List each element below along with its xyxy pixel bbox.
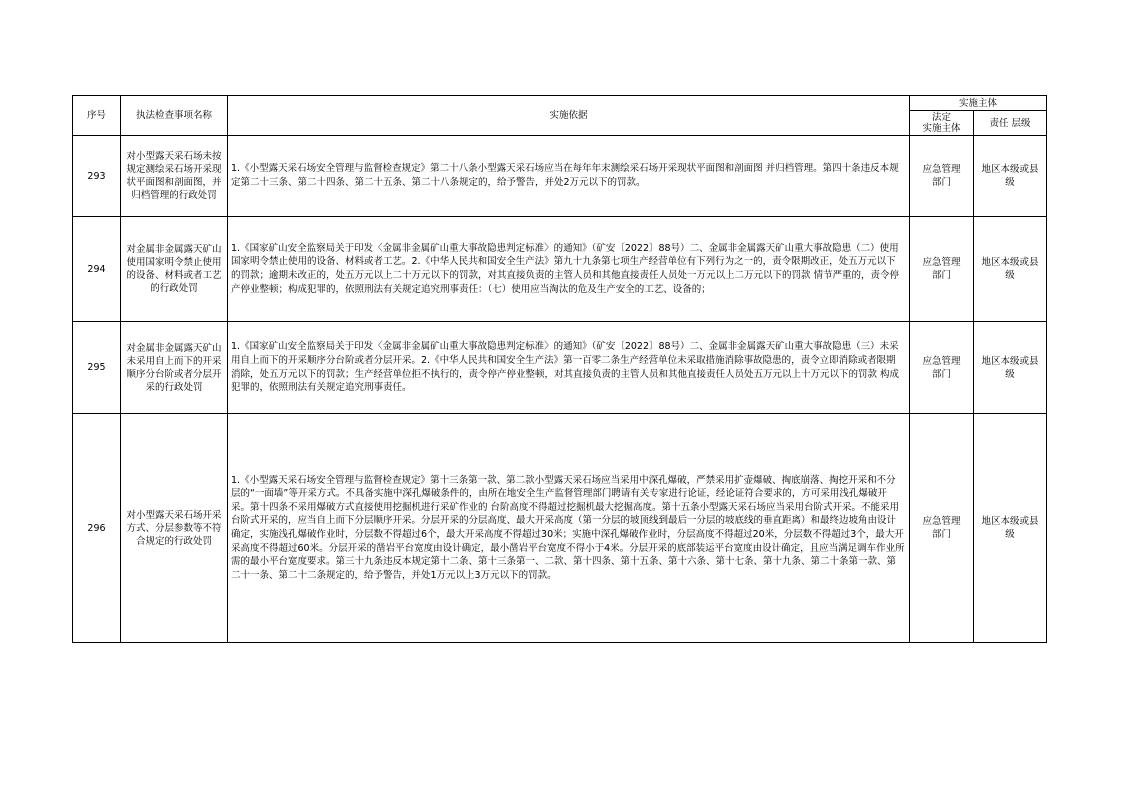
row-item-name: 对小型露天采石场开采方式、分层参数等不符合规定的行政处罚 [121,414,228,643]
row-level: 地区本级或县级 [974,414,1047,643]
table-row [73,414,1047,643]
row-level: 地区本级或县级 [974,217,1047,322]
row-seq: 293 [73,136,121,217]
row-subject: 应急管理部门 [910,414,974,643]
row-basis: 1.《国家矿山安全监察局关于印发〈金属非金属矿山重大事故隐患判定标准〉的通知》（矿安〔2022〕88号）二、金属非金属露天矿山重大事故隐患（三）未采用自上而下的开采顺序分台阶或者分层开采。2.《中华人民共和国安全生产法》第一百零二条生产经营单位未采取措施消除事故隐患的，责令立即消除或者限期消除，处五万元以下的罚款；生产经营单位拒不执行的，责令停产停业整顿，对其直接负责的主管人员和其他直接责任人员处五万元以上十万元以下的罚款 构成犯罪的，依照刑法有关规定追究刑事责任。 [228,322,910,414]
header-legal-subject: 法定 实施主体 [910,111,974,136]
header-item-name: 执法检查事项名称 [121,96,228,136]
table-row [73,136,1047,217]
header-subject: 实施主体 [910,96,1047,111]
row-item-name: 对小型露天采石场未按规定测绘采石场开采现状平面图和剖面图，并归档管理的行政处罚 [121,136,228,217]
row-level: 地区本级或县级 [974,322,1047,414]
row-item-name: 对金属非金属露天矿山未采用自上而下的开采顺序分台阶或者分层开采的行政处罚 [121,322,228,414]
row-basis: 1.《小型露天采石场安全管理与监督检查规定》第十三条第一款、第二款小型露天采石场应当采用中深孔爆破，严禁采用扩壶爆破、掏底崩落、掏挖开采和不分层的“一面墙”等开采方式。不具备实施中深孔爆破条件的，由所在地安全生产监督管理部门聘请有关专家进行论证，经论证符合要求的，方可采用浅孔爆破开采。第十四条不采用爆破方式直接使用挖掘机进行采矿作业的 台阶高度不得超过挖掘机最大挖掘高度。第十五条小型露天采石场应当采用台阶式开采。不能采用台阶式开采的，应当自上而下分层顺序开采。分层开采的分层高度、最大开采高度（第一分层的坡顶线到最后一分层的坡底线的垂直距离）和最终边坡角由设计确定，实施浅孔爆破作业时，分层数不得超过6个，最大开采高度不得超过30米；实施中深孔爆破作业时，分层高度不得超过20米，分层数不得超过3个，最大开采高度不得超过60米。分层开采的凿岩平台宽度由设计确定，最小凿岩平台宽度不得小于4米。分层开采的底部装运平台宽度由设计确定，且应当满足调车作业所需的最小平台宽度要求。第三十九条违反本规定第十二条、第十三条第一、二款、第十四条、第十五条、第十六条、第十七条、第十九条、第二十条第一款、第二十一条、第二十二条规定的，给予警告，并处1万元以上3万元以下的罚款。 [228,414,910,643]
row-level: 地区本级或县级 [974,136,1047,217]
row-seq: 294 [73,217,121,322]
header-basis: 实施依据 [228,96,910,136]
row-seq: 296 [73,414,121,643]
row-basis: 1.《小型露天采石场安全管理与监督检查规定》第二十八条小型露天采石场应当在每年年末测绘采石场开采现状平面图和剖面图 并归档管理。第四十条违反本规定第二十三条、第二十四条、第二十五条、第二十八条规定的，给予警告，并处2万元以下的罚款。 [228,136,910,217]
enforcement-table [72,95,1047,643]
table-row [73,217,1047,322]
table-row [73,322,1047,414]
header-responsibility-level: 责任 层级 [974,111,1047,136]
row-basis: 1.《国家矿山安全监察局关于印发〈金属非金属矿山重大事故隐患判定标准〉的通知》（矿安〔2022〕88号）二、金属非金属露天矿山重大事故隐患（二）使用国家明令禁止使用的设备、材料或者工艺。2.《中华人民共和国安全生产法》第九十九条第七项生产经营单位有下列行为之一的，责令限期改正，处五万元以下的罚款；逾期未改正的，处五万元以上二十万元以下的罚款，对其直接负责的主管人员和其他直接责任人员处一万元以上二万元以下的罚款 情节严重的，责令停产停业整顿；构成犯罪的，依照刑法有关规定追究刑事责任：（七）使用应当淘汰的危及生产安全的工艺、设备的； [228,217,910,322]
row-subject: 应急管理部门 [910,217,974,322]
header-row-top [73,96,1047,111]
header-seq: 序号 [73,96,121,136]
row-seq: 295 [73,322,121,414]
row-subject: 应急管理部门 [910,322,974,414]
row-subject: 应急管理部门 [910,136,974,217]
row-item-name: 对金属非金属露天矿山使用国家明令禁止使用的设备、材料或者工艺的行政处罚 [121,217,228,322]
